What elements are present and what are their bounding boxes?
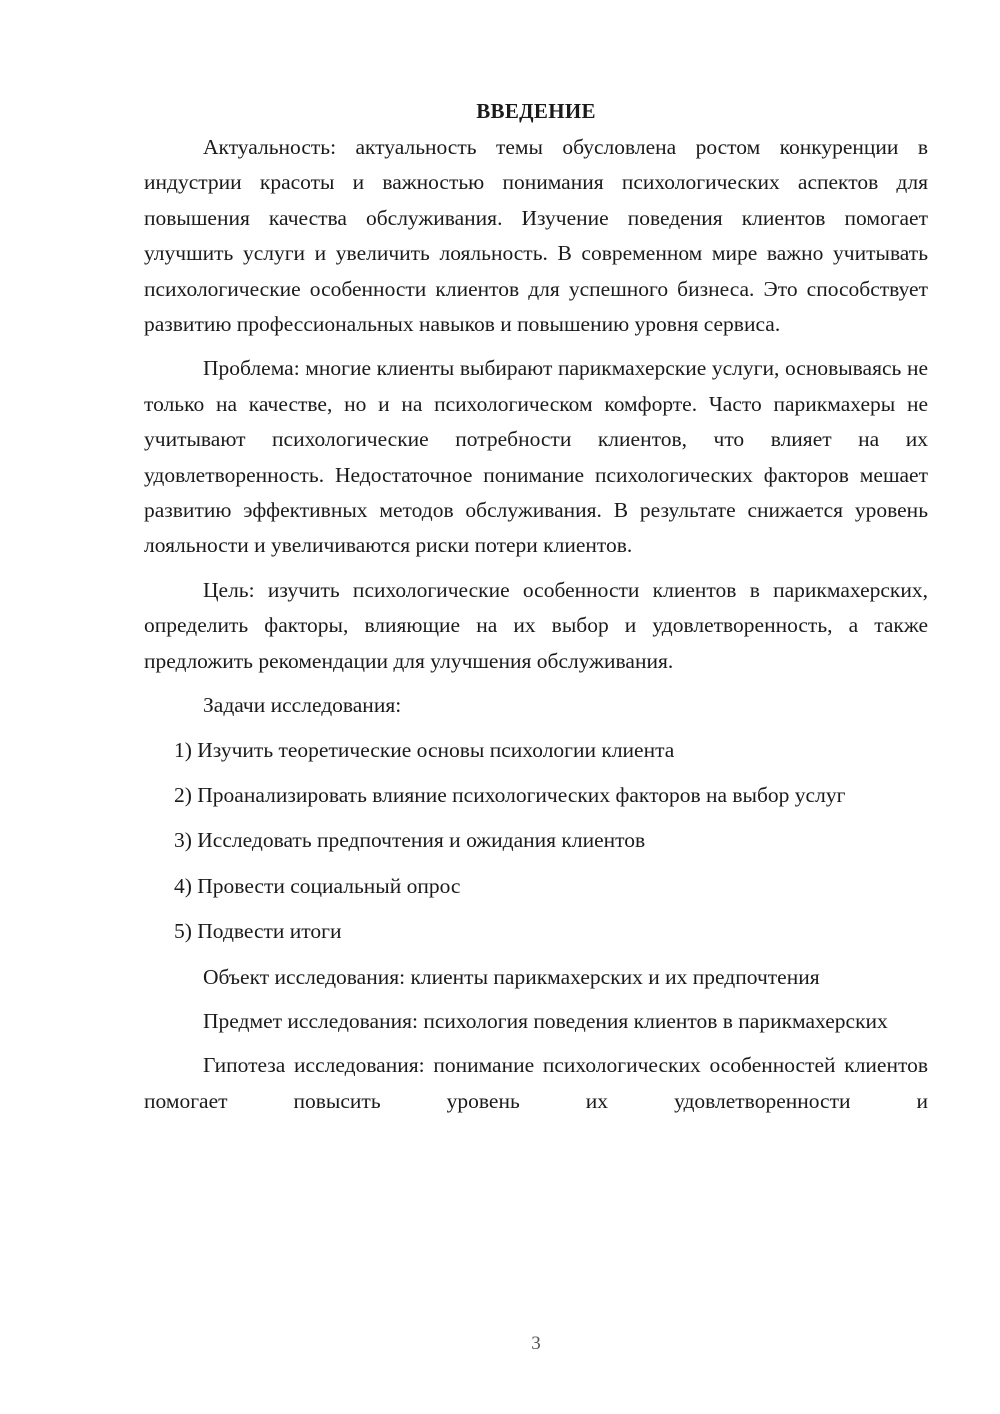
list-item: 3) Исследовать предпочтения и ожидания клиентов xyxy=(174,828,646,853)
tasks-heading: Задачи исследования: xyxy=(203,693,402,718)
section-title: ВВЕДЕНИЕ xyxy=(476,99,596,123)
list-item: 5) Подвести итоги xyxy=(174,919,342,944)
tasks-list xyxy=(144,733,928,950)
list-item: 4) Провести социальный опрос xyxy=(174,873,461,898)
list-item: 2) Проанализировать влияние психологических факторов на выбор услуг xyxy=(174,782,846,807)
list-item: 1) Изучить теоретические основы психологии клиента xyxy=(174,737,675,762)
paragraph-object: Объект исследования: клиенты парикмахерских и их предпочтения xyxy=(203,964,820,989)
paragraph-hypothesis: Гипотеза исследования: понимание психологических особенностей клиентов помогает повысить уровень их удовлетворенности и xyxy=(144,1053,928,1113)
page-number: 3 xyxy=(531,1333,541,1354)
paragraph-goal: Цель: изучить психологические особенности клиентов в парикмахерских, определить факторы, влияющие на их выбор и удовлетворенность, а также предложить рекомендации для улучшения обслуживания. xyxy=(144,577,928,673)
paragraph-relevance: Актуальность: актуальность темы обусловлена ростом конкуренции в индустрии красоты и важностью понимания психологических аспектов для повышения качества обслуживания. Изучение поведения клиентов помогает улучшить услуги и увеличить лояльность. В современном мире важно учитывать психологические особенности клиентов для успешного бизнеса. Это способствует развитию профессиональных навыков и повышению уровня сервиса. xyxy=(144,135,928,337)
document-page xyxy=(144,96,928,1128)
paragraph-subject: Предмет исследования: психология поведения клиентов в парикмахерских xyxy=(203,1008,888,1033)
paragraph-problem: Проблема: многие клиенты выбирают парикмахерские услуги, основываясь не только на качестве, но и на психологическом комфорте. Часто парикмахеры не учитывают психологические потребности клиентов, что влияет на их удовлетворенность. Недостаточное понимание психологических факторов мешает развитию эффективных методов обслуживания. В результате снижается уровень лояльности и увеличиваются риски потери клиентов. xyxy=(144,356,928,558)
